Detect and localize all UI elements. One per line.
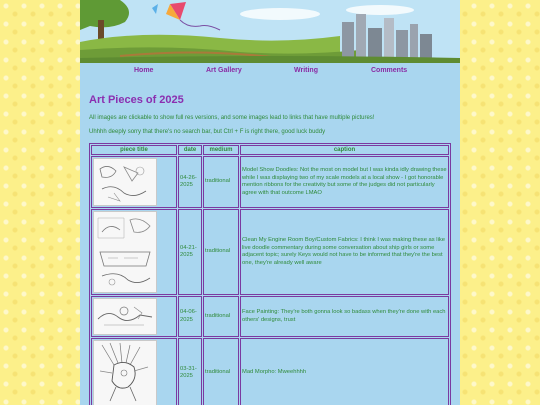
intro-note: All images are clickable to show full res versions, and some images lead to links that have multiple pictures! xyxy=(89,115,375,121)
table-row xyxy=(91,296,449,337)
table-row xyxy=(91,209,449,295)
nav-writing-link[interactable]: Writing xyxy=(294,67,318,74)
date-cell: 04-21-2025 xyxy=(178,209,202,295)
nav-comments-link[interactable]: Comments xyxy=(371,67,408,74)
page-title: Art Pieces of 2025 xyxy=(89,94,184,106)
thumbnail-cell xyxy=(91,156,177,208)
caption-cell: Model Show Doodles: Not the most on model but I was kinda idly drawing these while I was displaying two of my scale models at a local show - I got honorable mention ribbons for the creativity but some of the judges did not particularly agree with that outcome LMAO xyxy=(240,156,449,208)
header-medium: medium xyxy=(203,145,239,155)
caption-cell: Mad Morpho: Mweehhhh xyxy=(240,338,449,405)
medium-cell: traditional xyxy=(203,209,239,295)
nav-home-link[interactable]: Home xyxy=(134,67,154,74)
main-content xyxy=(89,94,451,379)
artwork-thumbnail[interactable] xyxy=(93,211,157,293)
table-header-row xyxy=(91,145,449,155)
header-caption: caption xyxy=(240,145,449,155)
date-cell: 03-31-2025 xyxy=(178,338,202,405)
medium-cell: traditional xyxy=(203,296,239,337)
main-nav xyxy=(80,63,460,79)
page-column xyxy=(80,0,460,405)
table-row xyxy=(91,156,449,208)
caption-cell: Face Painting: They're both gonna look so badass when they're done with each others' designs, trust xyxy=(240,296,449,337)
header-date: date xyxy=(178,145,202,155)
artwork-thumbnail[interactable] xyxy=(93,340,157,405)
table-row xyxy=(91,338,449,405)
medium-cell: traditional xyxy=(203,156,239,208)
date-cell: 04-26-2025 xyxy=(178,156,202,208)
art-table xyxy=(89,143,451,405)
nav-art-gallery-link[interactable]: Art Gallery xyxy=(206,67,242,74)
caption-cell: Clean My Engine Room Boy/Custom Fabrics: I think I was making these as like live doodle commentary during some conversation about ship girls or some adjacent topic; surely Keys would not have to be informed that they're the best one, they're already well aware xyxy=(240,209,449,295)
date-cell: 04-06-2025 xyxy=(178,296,202,337)
thumbnail-cell xyxy=(91,296,177,337)
artwork-thumbnail[interactable] xyxy=(93,298,157,335)
thumbnail-cell xyxy=(91,338,177,405)
artwork-thumbnail[interactable] xyxy=(93,158,157,206)
header-banner xyxy=(80,0,460,63)
thumbnail-cell xyxy=(91,209,177,295)
header-piece-title: piece title xyxy=(91,145,177,155)
search-note: Uhhhh deeply sorry that there's no search bar, but Ctrl + F is right there, good luck buddy xyxy=(89,129,326,135)
medium-cell: traditional xyxy=(203,338,239,405)
